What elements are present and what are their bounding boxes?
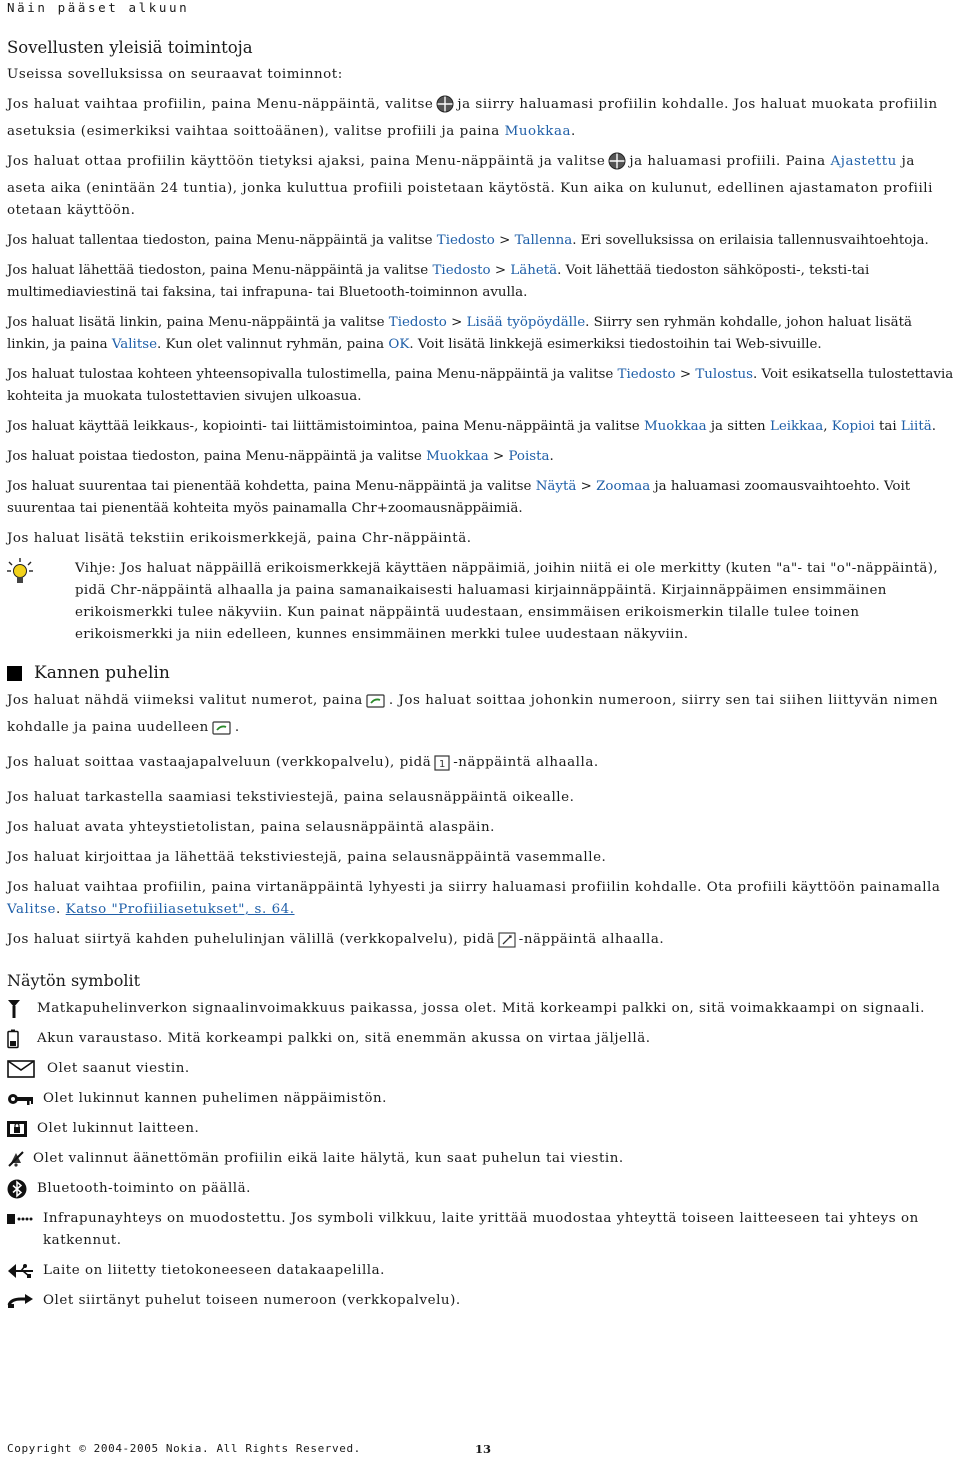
section-title-common-functions: Sovellusten yleisiä toimintoja [7,38,253,57]
link-tiedosto[interactable]: Tiedosto [432,263,491,278]
link-lisaa-tyopoydalle[interactable]: Lisää työpöydälle [466,315,586,330]
running-head: Näin pääset alkuun [7,0,190,15]
link-profile-settings-ref[interactable]: Katso "Profiiliasetukset", s. 64. [65,902,295,917]
symbol-row: Matkapuhelinverkon signaalinvoimakkuus paikassa, jossa olet. Mitä korkeampi palkki on, sitä voimakkaampi on signaali. [7,998,957,1020]
paragraph-send-file: Jos haluat lähettää tiedoston, paina Menu-näppäintä ja valitse Tiedosto > Lähetä. Voit lähettää tiedoston sähköposti-, teksti-tai multimediaviestinä tai faksina, tai infrapuna- tai Bluetooth-toiminnon avulla. [7,263,870,300]
paragraph-cover-profile: Jos haluat vaihtaa profiilin, paina virtanäppäintä lyhyesti ja siirry haluamasi profiilin kohdalle. Ota profiili käyttöön painamalla Valitse. Katso "Profiiliasetukset", s. 64. [7,880,941,917]
hash-key-icon [498,932,516,956]
paragraph-delete-file: Jos haluat poistaa tiedoston, paina Menu-näppäintä ja valitse Muokkaa > Poista. [7,449,554,464]
symbol-row: Olet valinnut äänettömän profiilin eikä laite hälytä, kun saat puhelun tai viestin. [7,1148,957,1170]
svg-text:1: 1 [439,759,447,770]
globe-menu-icon [436,95,454,121]
link-leikkaa[interactable]: Leikkaa [769,419,824,434]
call-key-icon [366,693,386,717]
link-tiedosto[interactable]: Tiedosto [617,367,676,382]
bluetooth-icon [7,1178,37,1200]
link-tallenna[interactable]: Tallenna [514,233,573,248]
call-divert-icon [7,1290,43,1312]
call-key-icon [212,720,232,744]
paragraph-print: Jos haluat tulostaa kohteen yhteensopivalla tulostimella, paina Menu-näppäintä ja valitse Tiedosto > Tulostus. Voit esikatsella tulostettavia kohteita ja muokata tulostettavien sivujen ulkoasua. [7,367,954,404]
intro-text: Useissa sovelluksissa on seuraavat toiminnot: [7,67,343,82]
link-ajastettu[interactable]: Ajastettu [830,154,897,169]
tip-label: Vihje: [75,561,117,576]
symbol-list [7,998,957,1312]
link-liita[interactable]: Liitä [900,419,932,434]
paragraph-cut-copy-paste: Jos haluat käyttää leikkaus-, kopiointi- tai liittämistoimintoa, paina Menu-näppäintä ja valitse Muokkaa ja sitten Leikkaa, Kopioi tai Liitä. [7,419,936,434]
paragraph-timed-profile: Jos haluat ottaa profiilin käyttöön tietyksi ajaksi, paina Menu-näppäintä ja valitse ja haluamasi profiili. Paina Ajastettu ja aseta aika (enintään 24 tuntia), jonka kuluttua profiili poistetaan käytöstä. Kun aika on kulunut, edellinen ajastamaton profiili otetaan käyttöön. [7,154,933,218]
page-content [7,0,957,1320]
paragraph-voicemail: Jos haluat soittaa vastaajapalveluun (verkkopalvelu), pidä 1 -näppäintä alhaalla. [7,752,957,779]
link-zoomaa[interactable]: Zoomaa [596,479,651,494]
paragraph-last-dialed: Jos haluat nähdä viimeksi valitut numerot, paina . Jos haluat soittaa johonkin numeroon, siirry sen tai siihen liittyvän nimen kohdalle ja paina uudelleen . [7,690,957,744]
tip-text: Vihje: Jos haluat näppäillä erikoismerkkejä käyttäen näppäimiä, joihin niitä ei ole merkitty (kuten "a"- tai "o"-näppäintä), pidä Chr-näppäintä alhaalla ja paina samanaikaisesti haluamasi kirjainnäppäintä. Kirjainnäppäimen ensimmäinen erikoismerkki tulee näkyviin. Kun painat näppäintä uudestaan, ensimmäisen erikoismerkin tilalle tulee toinen erikoismerkki ja niin edelleen, kunnes ensimmäinen merkki tulee uudestaan näkyviin. [75,561,938,642]
symbol-row: Infrapunayhteys on muodostettu. Jos symboli vilkkuu, laite yrittää muodostaa yhteyttä toiseen laitteeseen tai yhteys on katkennut. [7,1208,957,1252]
infrared-icon [7,1208,43,1230]
tip-box [7,558,957,646]
key-one-icon [434,755,450,779]
key-icon [7,1088,43,1110]
symbol-row: Laite on liitetty tietokoneeseen datakaapelilla. [7,1260,957,1282]
section-title-display-symbols: Näytön symbolit [7,971,140,990]
symbol-row: Olet lukinnut kannen puhelimen näppäimistön. [7,1088,957,1110]
paragraph-change-profile: Jos haluat vaihtaa profiilin, paina Menu-näppäintä, valitse ja siirry haluamasi profiilin kohdalle. Jos haluat muokata profiilin asetuksia (esimerkiksi vaihtaa soittoäänen), valitse profiili ja paina Muokkaa. [7,97,938,139]
symbol-row: Akun varaustaso. Mitä korkeampi palkki on, sitä enemmän akussa on virtaa jäljellä. [7,1028,957,1050]
paragraph-special-chars: Jos haluat lisätä tekstiin erikoismerkkejä, paina Chr-näppäintä. [7,531,472,546]
envelope-icon [7,1058,47,1080]
paragraph-save-file: Jos haluat tallentaa tiedoston, paina Menu-näppäintä ja valitse Tiedosto > Tallenna. Eri sovelluksissa on erilaisia tallennusvaihtoehtoja. [7,233,929,248]
copyright-footer: Copyright © 2004-2005 Nokia. All Rights Reserved. [7,1442,361,1455]
paragraph-add-link: Jos haluat lisätä linkin, paina Menu-näppäintä ja valitse Tiedosto > Lisää työpöydälle. Siirry sen ryhmän kohdalle, johon haluat lisätä linkin, ja paina Valitse. Kun olet valinnut ryhmän, paina OK. Voit lisätä linkkejä esimerkiksi tiedostoihin tai Web-sivuille. [7,315,912,352]
device-lock-icon [7,1118,37,1140]
link-nayta[interactable]: Näytä [535,479,577,494]
symbol-row: Bluetooth-toiminto on päällä. [7,1178,957,1200]
paragraph-write-messages: Jos haluat kirjoittaa ja lähettää tekstiviestejä, paina selausnäppäintä vasemmalle. [7,850,607,865]
symbol-row: Olet lukinnut laitteen. [7,1118,957,1140]
battery-icon [7,1028,37,1050]
paragraph-read-messages: Jos haluat tarkastella saamiasi tekstiviestejä, paina selausnäppäintä oikealle. [7,790,575,805]
link-muokkaa[interactable]: Muokkaa [504,124,572,139]
symbol-row: Olet saanut viestin. [7,1058,957,1080]
link-valitse[interactable]: Valitse [111,337,157,352]
data-cable-icon [7,1260,43,1282]
link-tulostus[interactable]: Tulostus [695,367,754,382]
link-tiedosto[interactable]: Tiedosto [388,315,447,330]
paragraph-open-contacts: Jos haluat avata yhteystietolistan, paina selausnäppäintä alaspäin. [7,820,495,835]
silent-bell-icon [7,1148,33,1170]
paragraph-zoom: Jos haluat suurentaa tai pienentää kohdetta, paina Menu-näppäintä ja valitse Näytä > Zoomaa ja haluamasi zoomausvaihtoehto. Voit suurentaa tai pienentää kohteita myös painamalla Chr+zoomausnäppäimiä. [7,479,911,516]
signal-antenna-icon [7,998,37,1020]
paragraph-switch-line: Jos haluat siirtyä kahden puhelulinjan välillä (verkkopalvelu), pidä -näppäintä alhaalla. [7,929,957,956]
symbol-row: Olet siirtänyt puhelut toiseen numeroon (verkkopalvelu). [7,1290,957,1312]
section-bullet [7,666,22,681]
link-tiedosto[interactable]: Tiedosto [436,233,495,248]
page-number: 13 [475,1442,492,1456]
link-muokkaa[interactable]: Muokkaa [643,419,707,434]
link-kopioi[interactable]: Kopioi [831,419,875,434]
link-muokkaa[interactable]: Muokkaa [426,449,489,464]
link-ok[interactable]: OK [388,337,410,352]
link-valitse[interactable]: Valitse [7,902,57,917]
lightbulb-icon [7,558,75,646]
section-title-cover-phone: Kannen puhelin [7,660,957,686]
link-laheta[interactable]: Lähetä [510,263,558,278]
globe-menu-icon [608,152,626,178]
link-poista[interactable]: Poista [508,449,550,464]
